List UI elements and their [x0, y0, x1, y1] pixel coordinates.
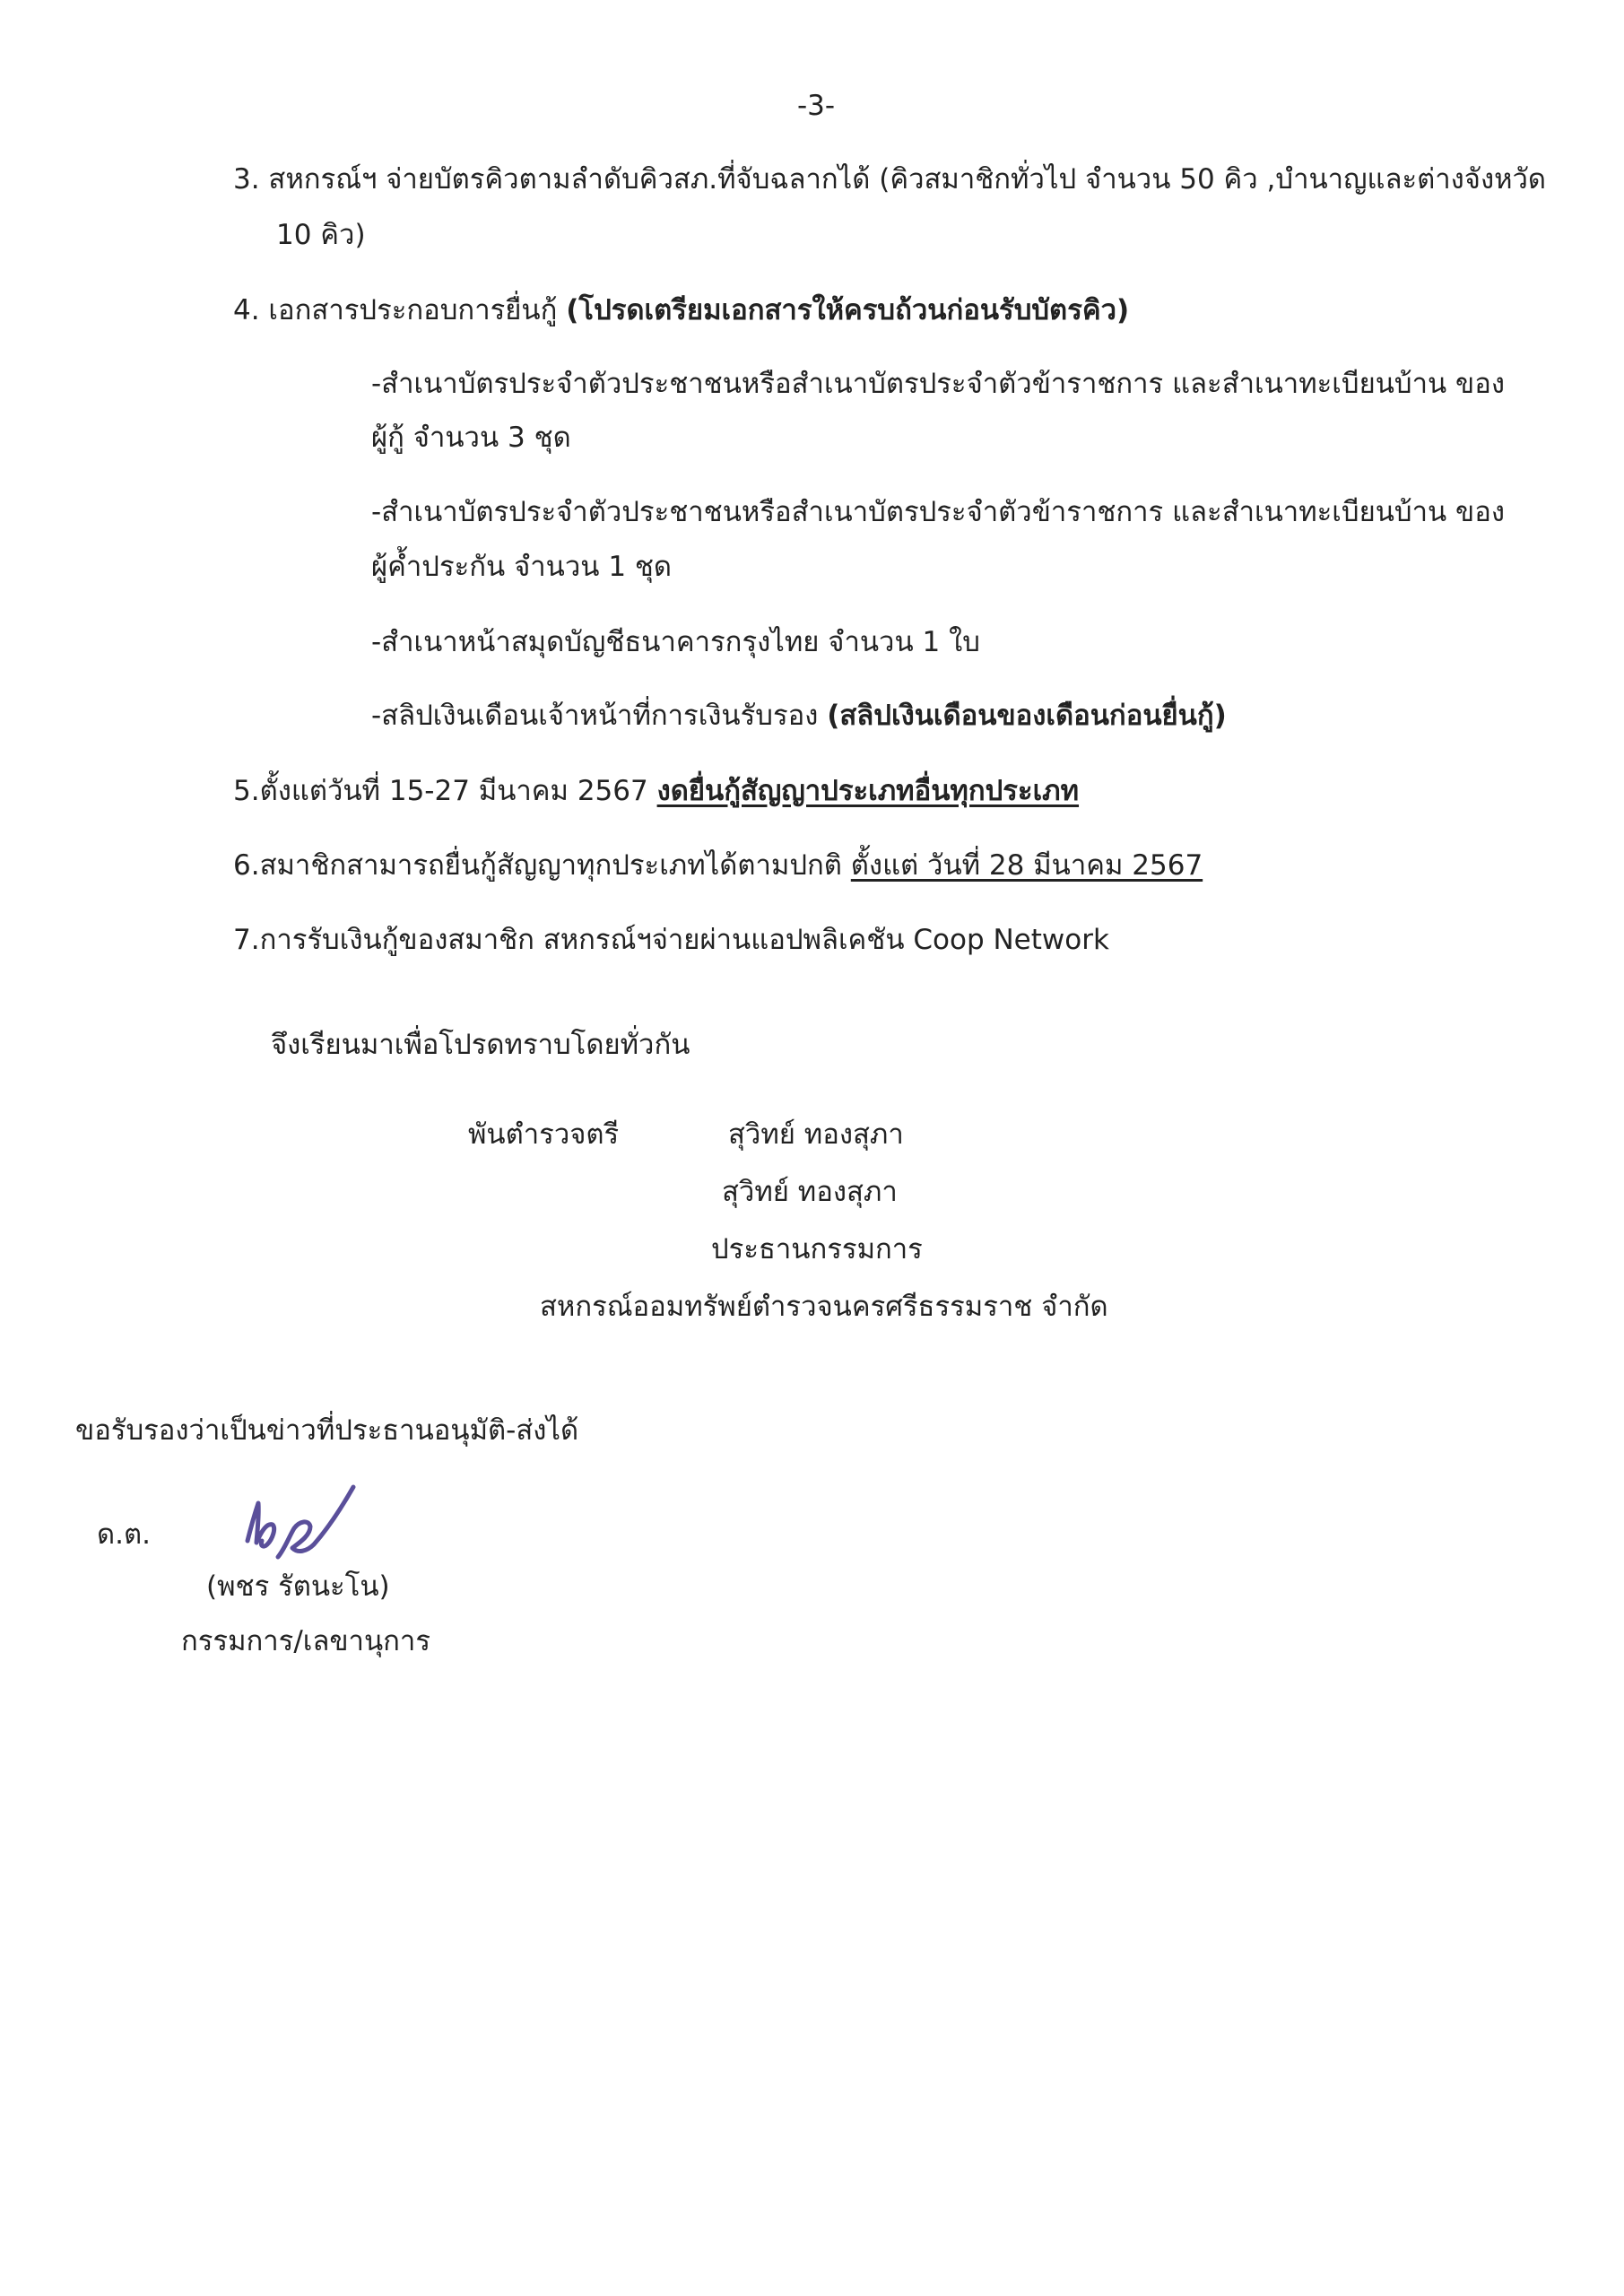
document-2-continuation: ผู้ค้ำประกัน จำนวน 1 ชุด [371, 551, 673, 583]
certifier-title: กรรมการ/เลขานุการ [181, 1625, 430, 1657]
document-4 [371, 700, 1227, 733]
item-6-emphasis: ตั้งแต่ วันที่ 28 มีนาคม 2567 [850, 849, 1203, 882]
certifier-name: (พชร รัตนะโน) [206, 1570, 390, 1603]
item-5 [233, 775, 1079, 808]
document-4-text: -สลิปเงินเดือนเจ้าหน้าที่การเงินรับรอง [371, 700, 828, 732]
item-3-text: 3. สหกรณ์ฯ จ่ายบัตรคิวตามลำดับคิวสภ.ที่จับฉลากได้ (คิวสมาชิกทั่วไป จำนวน 50 คิว ,บำนาญและต่างจังหวัด [233, 163, 1547, 196]
handwritten-signature [231, 1471, 366, 1571]
signatory-organization: สหกรณ์ออมทรัพย์ตำรวจนครศรีธรรมราช จำกัด [540, 1291, 1108, 1323]
document-1-text: -สำเนาบัตรประจำตัวประชาชนหรือสำเนาบัตรประจำตัวข้าราชการ และสำเนาทะเบียนบ้าน ของ [371, 368, 1506, 400]
page-number: -3- [796, 90, 836, 122]
item-3-continuation: 10 คิว) [276, 219, 366, 251]
certifier-rank: ด.ต. [97, 1518, 151, 1551]
document-1-continuation: ผู้กู้ จำนวน 3 ชุด [371, 422, 571, 454]
item-4-text: 4. เอกสารประกอบการยื่นกู้ [233, 294, 567, 326]
item-7-text: 7.การรับเงินกู้ของสมาชิก สหกรณ์ฯจ่ายผ่านแอปพลิเคชัน Coop Network [233, 924, 1109, 956]
document-3-text: -สำเนาหน้าสมุดบัญชีธนาคารกรุงไทย จำนวน 1 ใบ [371, 626, 980, 658]
item-6-text: 6.สมาชิกสามารถยื่นกู้สัญญาทุกประเภทได้ตามปกติ [233, 849, 851, 882]
signatory-rank: พันตำรวจตรี [468, 1118, 620, 1151]
certification-statement: ขอรับรองว่าเป็นข่าวที่ประธานอนุมัติ-ส่งได้ [75, 1414, 579, 1447]
item-6 [233, 849, 1203, 883]
closing-statement: จึงเรียนมาเพื่อโปรดทราบโดยทั่วกัน [271, 1029, 690, 1061]
document-4-emphasis: (สลิปเงินเดือนของเดือนก่อนยื่นกู้) [827, 700, 1227, 732]
signatory-name: สุวิทย์ ทองสุภา [728, 1118, 904, 1151]
item-4-emphasis: (โปรดเตรียมเอกสารให้ครบถ้วนก่อนรับบัตรคิว) [566, 294, 1130, 326]
item-5-emphasis: งดยื่นกู้สัญญาประเภทอื่นทุกประเภท [656, 775, 1080, 807]
item-5-text: 5.ตั้งแต่วันที่ 15-27 มีนาคม 2567 [233, 775, 657, 807]
signatory-printed-name: สุวิทย์ ทองสุภา [722, 1176, 898, 1208]
item-4 [233, 294, 1129, 327]
document-2-text: -สำเนาบัตรประจำตัวประชาชนหรือสำเนาบัตรประจำตัวข้าราชการ และสำเนาทะเบียนบ้าน ของ [371, 496, 1506, 528]
signatory-title: ประธานกรรมการ [711, 1233, 923, 1265]
